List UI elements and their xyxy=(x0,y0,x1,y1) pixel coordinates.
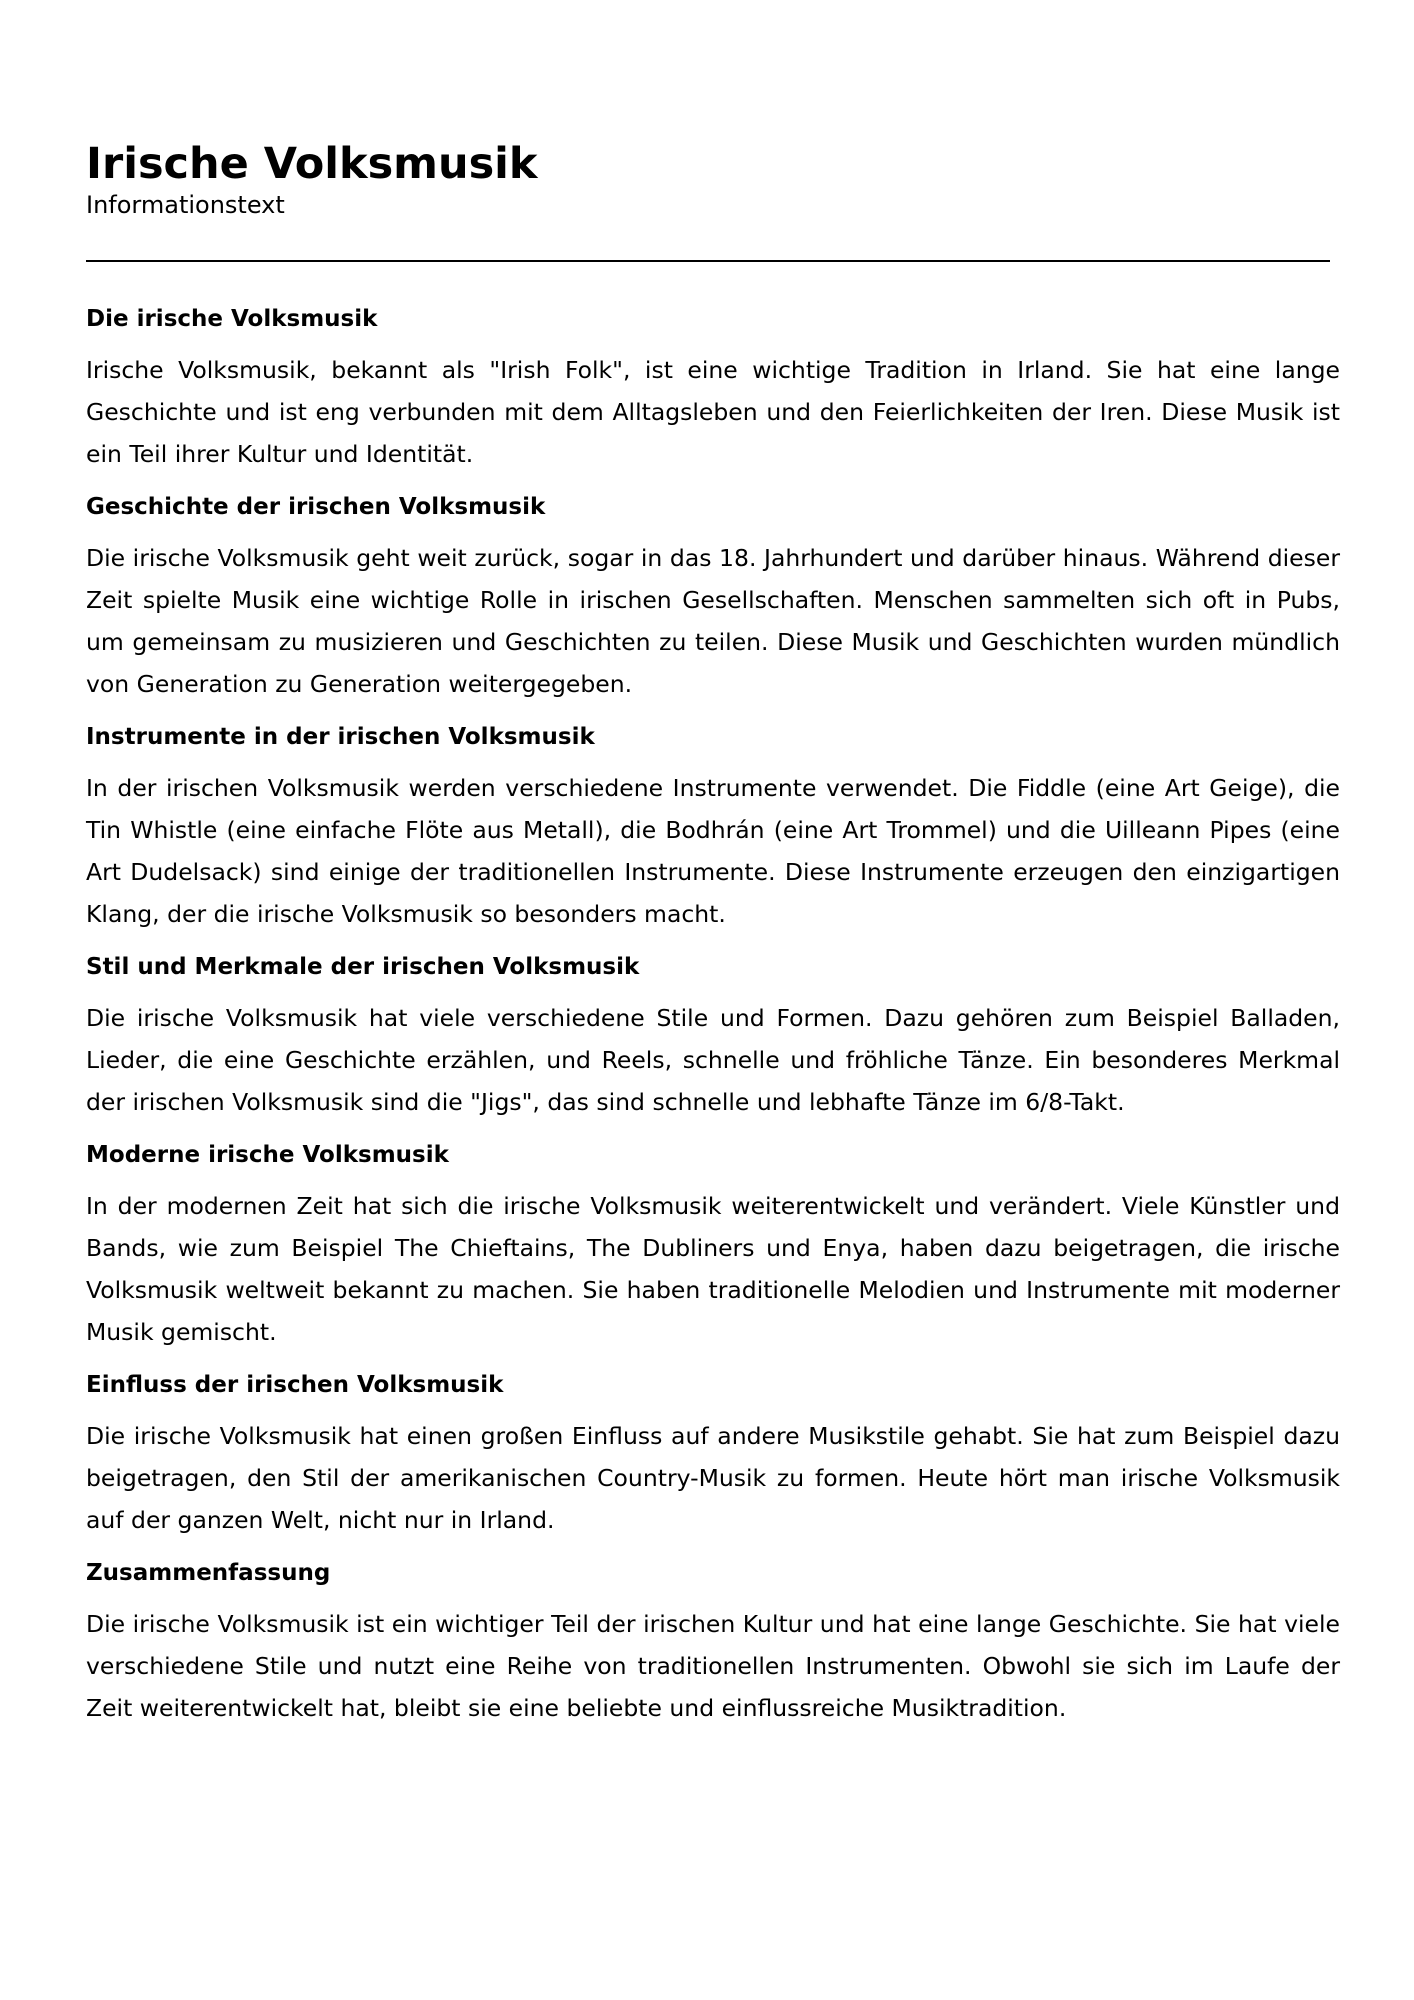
section-geschichte xyxy=(86,493,1340,705)
section-body: Die irische Volksmusik hat einen großen Einfluss auf andere Musikstile gehabt. Sie hat zum Beispiel dazu beigetragen, den Stil der amerikanischen Country-Musik zu formen. Heute hört man irische Volksmusik auf der ganzen Welt, nicht nur in Irland. xyxy=(86,1422,1340,1534)
document-title: Irische Volksmusik xyxy=(86,139,538,189)
section-heading: Stil und Merkmale der irischen Volksmusik xyxy=(86,954,640,980)
section-heading: Instrumente in der irischen Volksmusik xyxy=(86,724,595,750)
section-body: In der modernen Zeit hat sich die irische Volksmusik weiterentwickelt und verändert. Viele Künstler und Bands, wie zum Beispiel The Chieftains, The Dubliners und Enya, haben dazu beigetragen, die irische Volksmusik weltweit bekannt zu machen. Sie haben traditionelle Melodien und Instrumente mit moderner Musik gemischt. xyxy=(86,1192,1340,1346)
section-moderne-volksmusik xyxy=(86,1141,1340,1353)
section-heading: Zusammenfassung xyxy=(86,1560,331,1586)
section-body: Die irische Volksmusik geht weit zurück, sogar in das 18. Jahrhundert und darüber hinaus. Während dieser Zeit spielte Musik eine wichtige Rolle in irischen Gesellschaften. Menschen sammelten sich oft in Pubs, um gemeinsam zu musizieren und Geschichten zu teilen. Diese Musik und Geschichten wurden mündlich von Generation zu Generation weitergegeben. xyxy=(86,544,1340,698)
section-body: Irische Volksmusik, bekannt als "Irish Folk", ist eine wichtige Tradition in Irland. Sie hat eine lange Geschichte und ist eng verbunden mit dem Alltagsleben und den Feierlichkeiten der Iren. Diese Musik ist ein Teil ihrer Kultur und Identität. xyxy=(86,356,1340,468)
section-heading: Einfluss der irischen Volksmusik xyxy=(86,1372,504,1398)
section-heading: Die irische Volksmusik xyxy=(86,306,378,332)
section-body: Die irische Volksmusik ist ein wichtiger Teil der irischen Kultur und hat eine lange Geschichte. Sie hat viele verschiedene Stile und nutzt eine Reihe von traditionellen Instrumenten. Obwohl sie sich im Laufe der Zeit weiterentwickelt hat, bleibt sie eine beliebte und einflussreiche Musiktradition. xyxy=(86,1610,1340,1722)
section-heading: Moderne irische Volksmusik xyxy=(86,1142,449,1168)
title-divider xyxy=(86,260,1330,262)
section-die-irische-volksmusik xyxy=(86,305,1340,475)
section-heading: Geschichte der irischen Volksmusik xyxy=(86,494,546,520)
section-body: Die irische Volksmusik hat viele verschiedene Stile und Formen. Dazu gehören zum Beispiel Balladen, Lieder, die eine Geschichte erzählen, und Reels, schnelle und fröhliche Tänze. Ein besonderes Merkmal der irischen Volksmusik sind die "Jigs", das sind schnelle und lebhafte Tänze im 6/8-Takt. xyxy=(86,1004,1340,1116)
section-stil-und-merkmale xyxy=(86,953,1340,1123)
section-body: In der irischen Volksmusik werden verschiedene Instrumente verwendet. Die Fiddle (eine Art Geige), die Tin Whistle (eine einfache Flöte aus Metall), die Bodhrán (eine Art Trommel) und die Uilleann Pipes (eine Art Dudelsack) sind einige der traditionellen Instrumente. Diese Instrumente erzeugen den einzigartigen Klang, der die irische Volksmusik so besonders macht. xyxy=(86,774,1340,928)
section-einfluss xyxy=(86,1371,1340,1541)
document-subtitle: Informationstext xyxy=(86,191,285,219)
section-zusammenfassung xyxy=(86,1559,1340,1729)
section-instrumente xyxy=(86,723,1340,935)
